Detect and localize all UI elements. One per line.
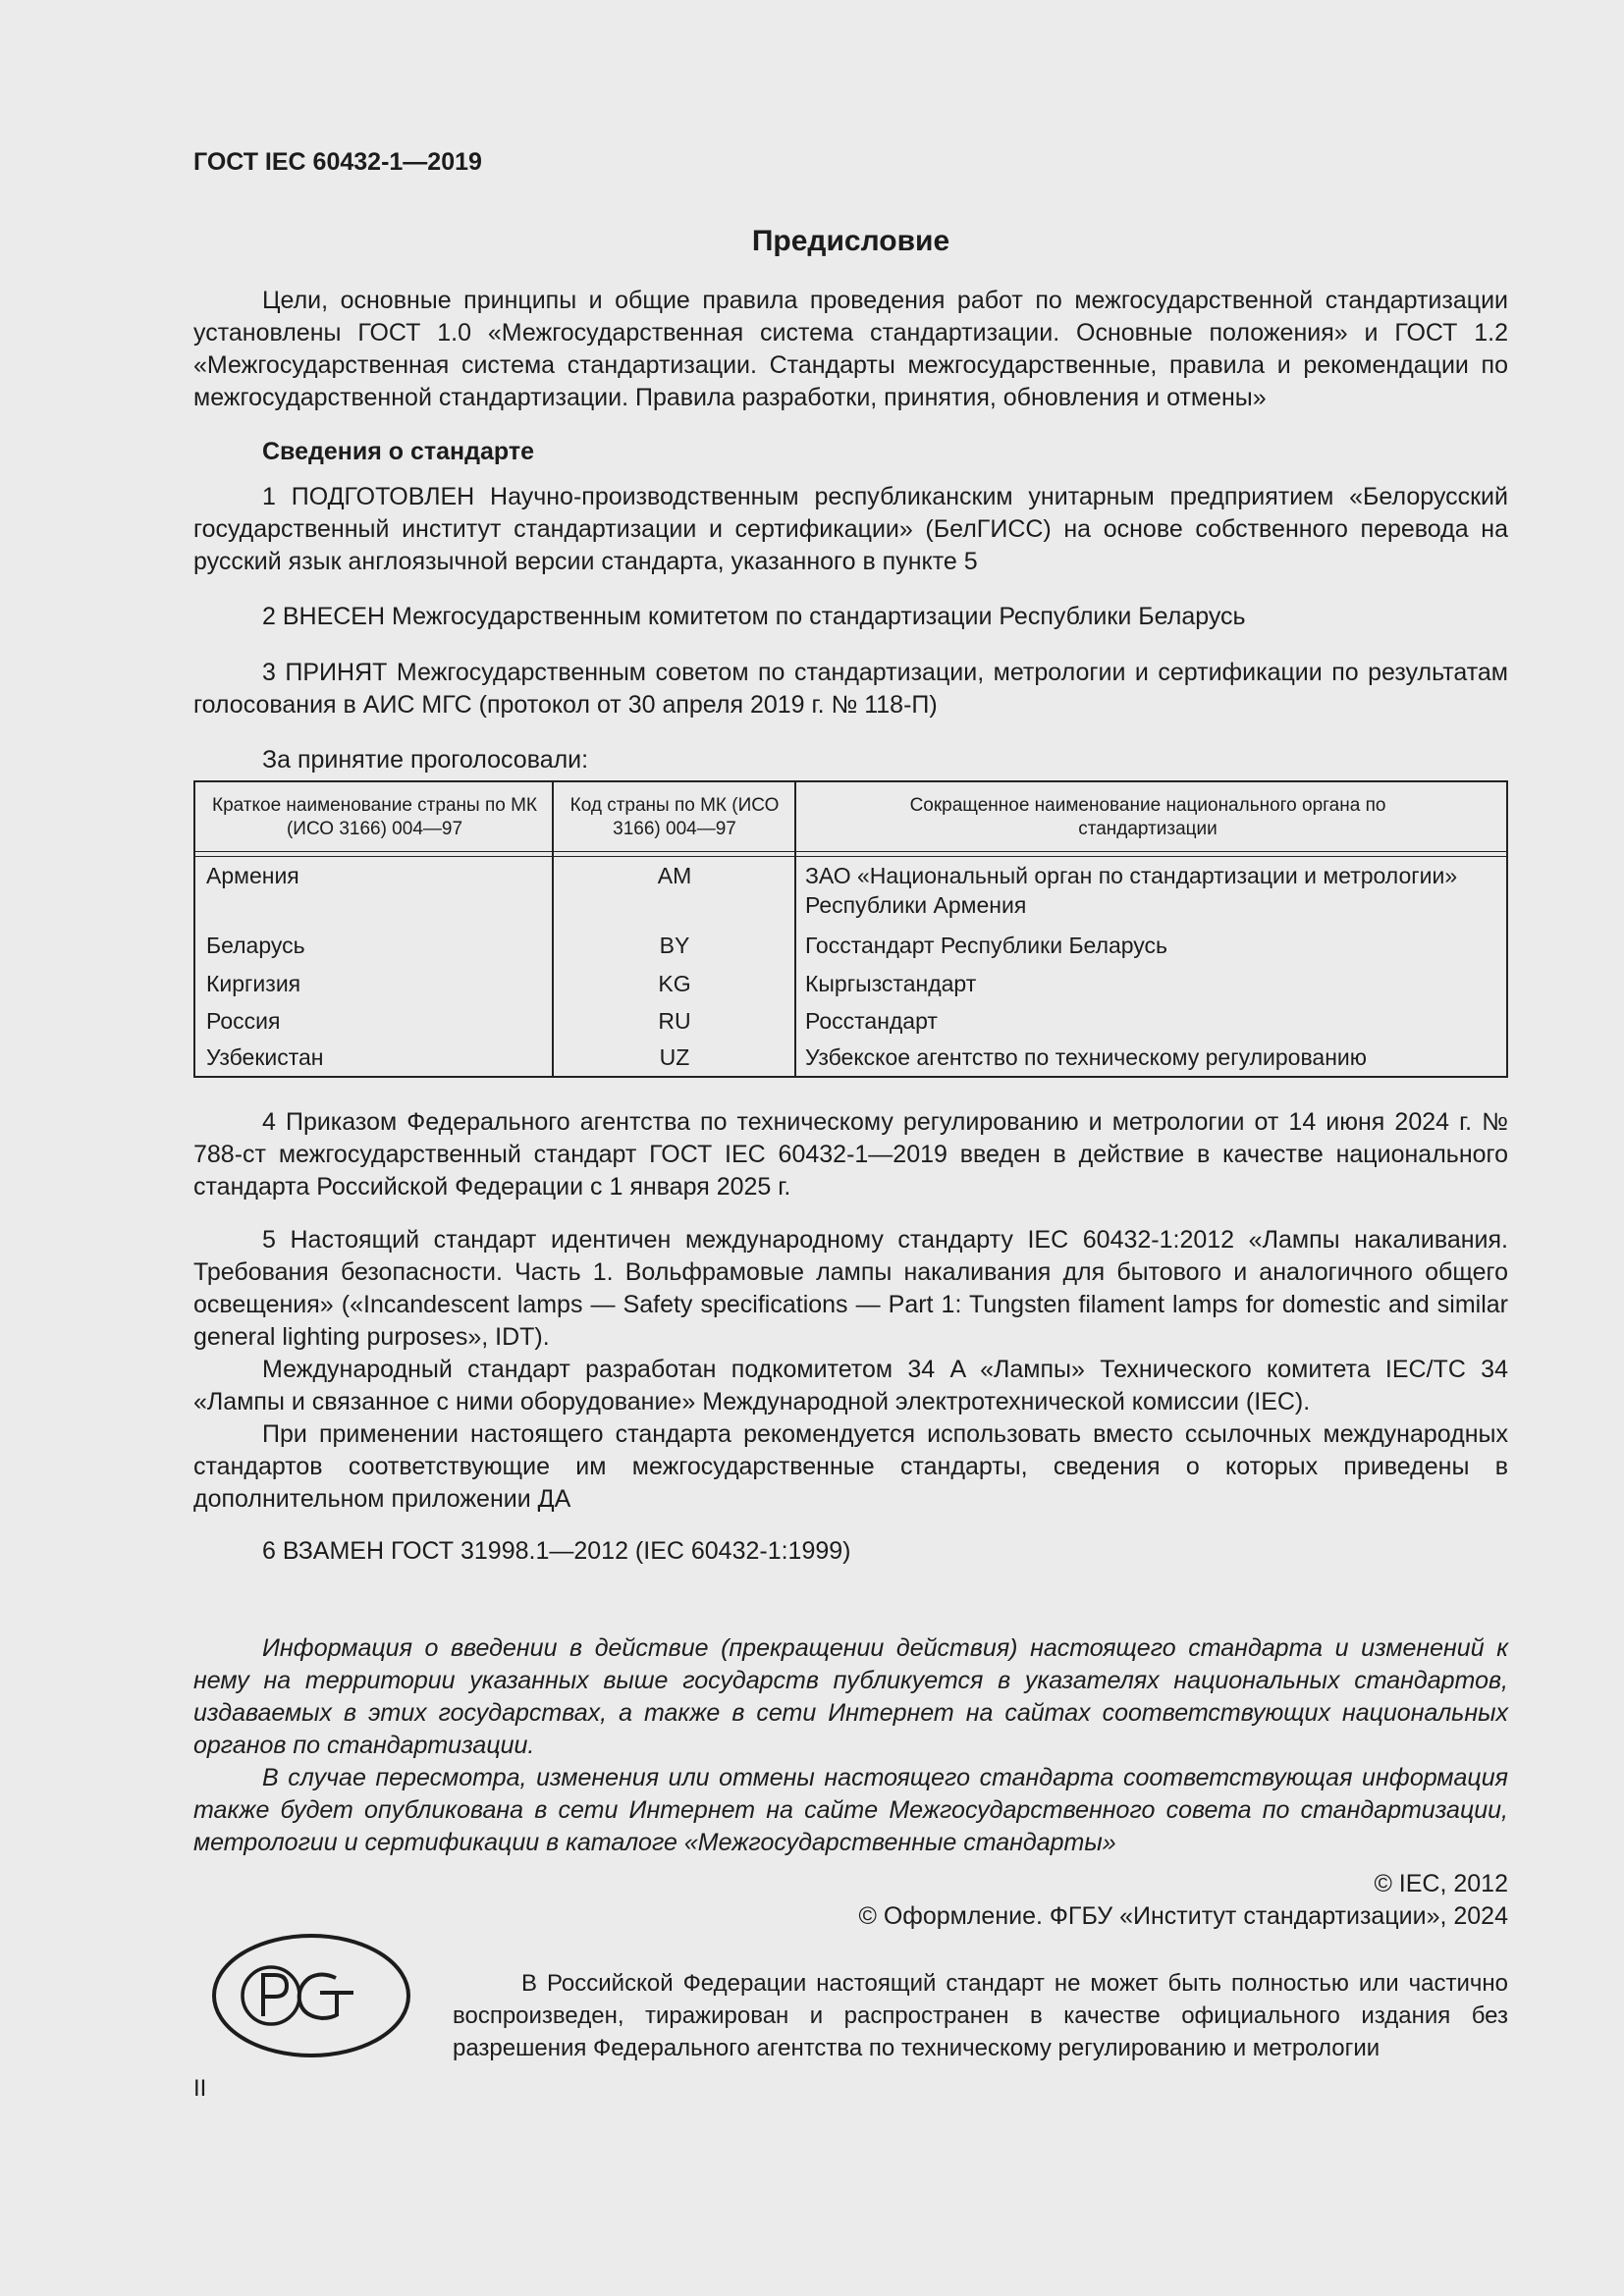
page-title: Предисловие bbox=[751, 225, 950, 257]
table-header-divider bbox=[195, 856, 1506, 857]
table-cell-code: UZ bbox=[659, 1044, 690, 1070]
table-column-divider bbox=[552, 782, 554, 1076]
voted-label: За принятие проголосовали: bbox=[262, 746, 589, 774]
table-header-org: Сокращенное наименование национального органа по стандартизации bbox=[909, 795, 1386, 839]
item-1-text: 1 ПОДГОТОВЛЕН Научно-производственным республиканским унитарным предприятием «Белорусский государственный институт стандартизации и сертификации» (БелГИСС) на основе собственного перевода на русский язык англоязычной версии стандарта, указанного в пункте 5 bbox=[193, 483, 1508, 575]
copyright-iec: © IEC, 2012 bbox=[1374, 1870, 1508, 1897]
table-cell-country: Киргизия bbox=[206, 971, 301, 996]
document-page bbox=[193, 0, 1508, 2296]
intro-text: Цели, основные принципы и общие правила проведения работ по межгосударственной стандартизации установлены ГОСТ 1.0 «Межгосударственная система стандартизации. Основные положения» и ГОСТ 1.2 «Межгосударственная система стандартизации. Стандарты межгосударственные, правила и рекомендации по межгосударственной стандартизации. Правила разработки, принятия, обновления и отмены» bbox=[193, 287, 1508, 411]
intro-paragraph bbox=[193, 285, 1508, 414]
info-heading: Сведения о стандарте bbox=[262, 438, 535, 465]
item-5 bbox=[193, 1224, 1508, 1516]
table-cell-org: ЗАО «Национальный орган по стандартизации и метрологии» Республики Армения bbox=[805, 863, 1458, 918]
item-3 bbox=[193, 657, 1508, 721]
table-cell-code: BY bbox=[659, 933, 690, 958]
document-id: ГОСТ IEC 60432-1—2019 bbox=[193, 148, 482, 176]
table-column-divider bbox=[794, 782, 796, 1076]
rst-certification-mark-icon bbox=[210, 1932, 412, 2059]
notice-block bbox=[193, 1632, 1508, 1859]
page-number: II bbox=[193, 2075, 207, 2102]
item-5-references-text: При применении настоящего стандарта рекомендуется использовать вместо ссылочных международных стандартов соответствующие им межгосударственные стандарты, сведения о которых приведены в дополнительном приложении ДА bbox=[193, 1420, 1508, 1513]
table-cell-org: Госстандарт Республики Беларусь bbox=[805, 933, 1168, 958]
table-header-divider bbox=[195, 851, 1506, 852]
table-cell-org: Кыргызстандарт bbox=[805, 971, 977, 996]
item-5-text: 5 Настоящий стандарт идентичен международному стандарту IEC 60432-1:2012 «Лампы накаливания. Требования безопасности. Часть 1. Вольфрамовые лампы накаливания для бытового и аналогичного общего освещения» («Incandescent lamps — Safety specifications — Part 1: Tungsten filament lamps for domestic and similar general lighting purposes», IDT). bbox=[193, 1226, 1508, 1351]
notice-paragraph-2: В случае пересмотра, изменения или отмены настоящего стандарта соответствующая информация также будет опубликована в сети Интернет на сайте Межгосударственного совета по стандартизации, метрологии и сертификации в каталоге «Межгосударственные стандарты» bbox=[193, 1764, 1508, 1856]
table-cell-country: Армения bbox=[206, 863, 299, 888]
notice-paragraph-1: Информация о введении в действие (прекращении действия) настоящего стандарта и изменений к нему на территории указанных выше государств публикуется в указателях национальных стандартов, издаваемых в этих государствах, а также в сети Интернет на сайтах соответствующих национальных органов по стандартизации. bbox=[193, 1634, 1508, 1759]
item-6: 6 ВЗАМЕН ГОСТ 31998.1—2012 (IEC 60432-1:1999) bbox=[262, 1537, 851, 1565]
table-cell-code: AM bbox=[657, 863, 692, 888]
restriction-text: В Российской Федерации настоящий стандарт не может быть полностью или частично воспроизведен, тиражирован и распространен в качестве официального издания без разрешения Федерального агентства по техническому регулированию и метрологии bbox=[453, 1970, 1508, 2061]
table-cell-country: Россия bbox=[206, 1008, 281, 1034]
item-1 bbox=[193, 481, 1508, 578]
item-2: 2 ВНЕСЕН Межгосударственным комитетом по стандартизации Республики Беларусь bbox=[262, 603, 1246, 630]
table-cell-org: Росстандарт bbox=[805, 1008, 938, 1034]
table-header-code: Код страны по МК (ИСО 3166) 004—97 bbox=[569, 795, 780, 839]
table-cell-country: Узбекистан bbox=[206, 1044, 324, 1070]
item-4 bbox=[193, 1106, 1508, 1203]
table-cell-country: Беларусь bbox=[206, 933, 305, 958]
table-cell-code: RU bbox=[658, 1008, 691, 1034]
table-cell-org: Узбекское агентство по техническому регулированию bbox=[805, 1044, 1368, 1070]
item-3-text: 3 ПРИНЯТ Межгосударственным советом по стандартизации, метрологии и сертификации по результатам голосования в АИС МГС (протокол от 30 апреля 2019 г. № 118-П) bbox=[193, 659, 1508, 719]
item-5-subcommittee-text: Международный стандарт разработан подкомитетом 34 A «Лампы» Технического комитета IEC/TC 34 «Лампы и связанное с ними оборудование» Международной электротехнической комиссии (IEC). bbox=[193, 1356, 1508, 1415]
table-header-country: Краткое наименование страны по МК (ИСО 3166) 004—97 bbox=[212, 795, 537, 839]
item-4-text: 4 Приказом Федерального агентства по техническому регулированию и метрологии от 14 июня 2024 г. № 788-ст межгосударственный стандарт ГОСТ IEC 60432-1—2019 введен в действие в качестве национального стандарта Российской Федерации с 1 января 2025 г. bbox=[193, 1108, 1508, 1201]
restriction-notice bbox=[453, 1967, 1508, 2064]
table-cell-code: KG bbox=[658, 971, 691, 996]
voting-table bbox=[193, 780, 1508, 1078]
copyright-design: © Оформление. ФГБУ «Институт стандартизации», 2024 bbox=[858, 1902, 1508, 1930]
